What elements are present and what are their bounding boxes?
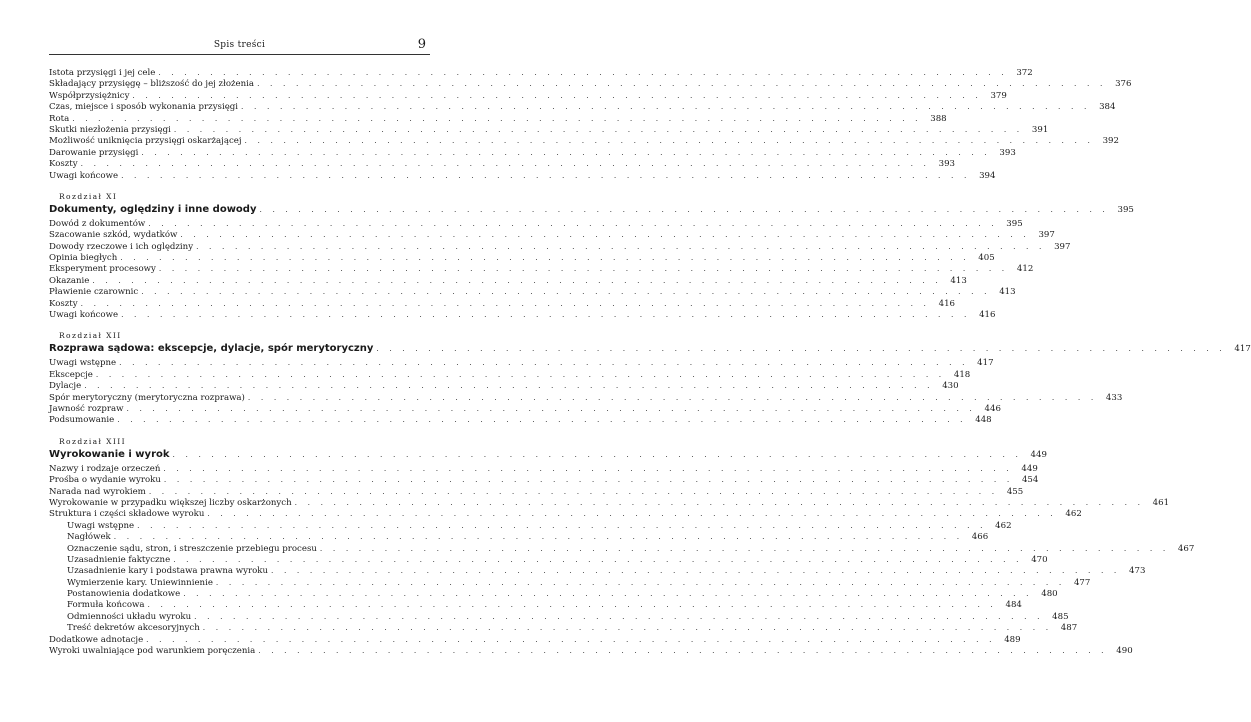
toc-subentry-text: Nagłówek (67, 532, 111, 543)
chapter-title (49, 447, 1047, 462)
toc-subentry-text: Uwagi wstępne (67, 520, 135, 531)
toc-entry-text: Istota przysięgi i jej cele (49, 68, 156, 78)
toc-entry-page: 405 (978, 253, 995, 264)
toc-entry-text: Dodatkowe adnotacje (49, 634, 144, 645)
chapter-title (49, 341, 1251, 356)
dot-leader: . . . . . . . . . . . . . . . . . . . . . . . . . . . . . . . . . . . . . . . . . . . . . . . . . . . . . . . . . . . . . . . . . . (294, 497, 1145, 507)
toc-entry-text: Opinia biegłych (49, 253, 118, 264)
dot-leader: . . . . . . . . . . . . . . . . . . . . . . . . . . . . . . . . . . . . . . . . . . . . . . . . . . . . . . . . . . . . . . . . . . (202, 623, 1053, 633)
toc-subentry-page: 466 (971, 532, 989, 543)
toc-entry-page: 446 (984, 403, 1001, 414)
toc-subentry (49, 543, 1195, 554)
toc-entry-page: 376 (1115, 79, 1132, 90)
dot-leader: . . . . . . . . . . . . . . . . . . . . . . . . . . . . . . . . . . . . . . . . . . . . . . . . . . . . . . . . . . . . . . . . . . (141, 287, 991, 297)
chapter-label: Rozdział XIII (59, 436, 126, 446)
toc-entry-page: 461 (1152, 497, 1170, 508)
toc-entry-page: 430 (942, 381, 959, 392)
toc-entry-text: Narada nad wyrokiem (49, 486, 146, 497)
toc-subentry-text: Treść dekretów akcesoryjnych (67, 623, 200, 634)
toc-entry-page: 379 (990, 90, 1007, 101)
dot-leader: . . . . . . . . . . . . . . . . . . . . . . . . . . . . . . . . . . . . . . . . . . . . . . . . . . . . . . . . . . . . . . . . . . (84, 381, 934, 391)
dot-leader: . . . . . . . . . . . . . . . . . . . . . . . . . . . . . . . . . . . . . . . . . . . . . . . . . . . . . . . . . . . . . . . . . . (376, 344, 1226, 354)
toc-subentry (49, 565, 1146, 577)
running-header (49, 37, 430, 55)
dot-leader: . . . . . . . . . . . . . . . . . . . . . . . . . . . . . . . . . . . . . . . . . . . . . . . . . . . . . . . . . . . . . . . . . . (95, 369, 946, 379)
toc-entry (49, 67, 1033, 78)
toc-subentry-page: 477 (1073, 577, 1091, 588)
toc-entry-text: Okazanie (49, 275, 90, 286)
dot-leader: . . . . . . . . . . . . . . . . . . . . . . . . . . . . . . . . . . . . . . . . . . . . . . . . . . . . . . . . . . . . . . . . . . (117, 415, 967, 425)
toc-entry-page: 413 (950, 275, 967, 286)
toc-entry (49, 218, 1023, 229)
dot-leader: . . . . . . . . . . . . . . . . . . . . . . . . . . . . . . . . . . . . . . . . . . . . . . . . . . . . . . . . . . . . . . . . . . (319, 543, 1170, 553)
toc-subentry-page: 487 (1060, 623, 1078, 634)
toc-entry (49, 298, 956, 309)
toc-entry (49, 645, 1133, 657)
dot-leader: . . . . . . . . . . . . . . . . . . . . . . . . . . . . . . . . . . . . . . . . . . . . . . . . . . . . . . . . . . . . . . . . . . (194, 611, 1044, 621)
chapter-title-page: 417 (1234, 344, 1251, 355)
toc-entry (49, 241, 1071, 252)
dot-leader: . . . . . . . . . . . . . . . . . . . . . . . . . . . . . . . . . . . . . . . . . . . . . . . . . . . . . . . . . . . . . . . . . . (119, 358, 969, 368)
dot-leader: . . . . . . . . . . . . . . . . . . . . . . . . . . . . . . . . . . . . . . . . . . . . . . . . . . . . . . . . . . . . . . . . . . (241, 102, 1091, 112)
toc-entry (49, 78, 1132, 90)
dot-leader: . . . . . . . . . . . . . . . . . . . . . . . . . . . . . . . . . . . . . . . . . . . . . . . . . . . . . . . . . . . . . . . . . . (148, 218, 998, 228)
dot-leader: . . . . . . . . . . . . . . . . . . . . . . . . . . . . . . . . . . . . . . . . . . . . . . . . . . . . . . . . . . . . . . . . . . (147, 600, 997, 610)
toc-entry (49, 463, 1038, 474)
chapter-title-page: 449 (1030, 449, 1047, 460)
toc-entry (49, 170, 996, 181)
toc-entry (49, 275, 967, 286)
dot-leader: . . . . . . . . . . . . . . . . . . . . . . . . . . . . . . . . . . . . . . . . . . . . . . . . . . . . . . . . . . . . . . . . . . (172, 449, 1022, 459)
toc-entry-page: 412 (1016, 264, 1034, 275)
toc-entry-text: Podsumowanie (49, 415, 115, 426)
dot-leader: . . . . . . . . . . . . . . . . . . . . . . . . . . . . . . . . . . . . . . . . . . . . . . . . . . . . . . . . . . . . . . . . . . (163, 463, 1013, 473)
toc-entry (49, 147, 1016, 158)
dot-leader: . . . . . . . . . . . . . . . . . . . . . . . . . . . . . . . . . . . . . . . . . . . . . . . . . . . . . . . . . . . . . . . . . . (183, 589, 1033, 599)
toc-subentry-page: 484 (1005, 600, 1022, 611)
table-of-contents (49, 67, 1251, 657)
toc-subentry (49, 611, 1069, 622)
dot-leader: . . . . . . . . . . . . . . . . . . . . . . . . . . . . . . . . . . . . . . . . . . . . . . . . . . . . . . . . . . . . . . . . . . (148, 486, 999, 496)
toc-entry-text: Dylacje (49, 381, 82, 392)
toc-entry (49, 309, 996, 321)
toc-subentry-page: 467 (1177, 543, 1195, 554)
dot-leader: . . . . . . . . . . . . . . . . . . . . . . . . . . . . . . . . . . . . . . . . . . . . . . . . . . . . . . . . . . . . . . . . . . (80, 298, 931, 308)
toc-entry (49, 124, 1049, 135)
toc-subentry-page: 473 (1129, 566, 1146, 577)
toc-entry-page: 489 (1004, 634, 1021, 645)
dot-leader: . . . . . . . . . . . . . . . . . . . . . . . . . . . . . . . . . . . . . . . . . . . . . . . . . . . . . . . . . . . . . . . . . . (121, 310, 971, 320)
chapter-title-text: Rozprawa sądowa: ekscepcje, dylacje, spór merytoryczny (49, 343, 374, 355)
toc-entry (49, 497, 1170, 508)
page-number: 9 (417, 37, 426, 52)
toc-entry-page: 372 (1016, 68, 1033, 78)
toc-entry-text: Uwagi końcowe (49, 310, 119, 321)
toc-entry-text: Szacowanie szkód, wydatków (49, 230, 178, 241)
toc-entry (49, 403, 1001, 414)
toc-subentry-text: Uzasadnienie faktyczne (67, 554, 171, 565)
toc-entry-text: Darowanie przysięgi (49, 147, 139, 158)
toc-entry-page: 418 (953, 369, 971, 380)
dot-leader: . . . . . . . . . . . . . . . . . . . . . . . . . . . . . . . . . . . . . . . . . . . . . . . . . . . . . . . . . . . . . . . . . . (247, 392, 1098, 402)
toc-subentry-text: Oznaczenie sądu, stron, i streszczenie przebiegu procesu (67, 543, 317, 554)
toc-entry-page: 449 (1021, 463, 1038, 474)
toc-entry (49, 286, 1016, 298)
dot-leader: . . . . . . . . . . . . . . . . . . . . . . . . . . . . . . . . . . . . . . . . . . . . . . . . . . . . . . . . . . . . . . . . . . (121, 170, 971, 180)
toc-entry (49, 229, 1055, 241)
toc-subentry-text: Odmienności układu wyroku (67, 611, 192, 622)
toc-entry-text: Jawność rozpraw (49, 403, 124, 414)
toc-entry (49, 90, 1007, 101)
toc-entry-page: 417 (977, 358, 994, 369)
toc-subentry (49, 520, 1012, 531)
toc-entry-page: 393 (938, 159, 956, 170)
dot-leader: . . . . . . . . . . . . . . . . . . . . . . . . . . . . . . . . . . . . . . . . . . . . . . . . . . . . . . . . . . . . . . . . . . (180, 230, 1030, 240)
dot-leader: . . . . . . . . . . . . . . . . . . . . . . . . . . . . . . . . . . . . . . . . . . . . . . . . . . . . . . . . . . . . . . . . . . (196, 241, 1046, 251)
dot-leader: . . . . . . . . . . . . . . . . . . . . . . . . . . . . . . . . . . . . . . . . . . . . . . . . . . . . . . . . . . . . . . . . . . (92, 275, 942, 285)
toc-entry-page: 413 (999, 287, 1016, 298)
toc-entry-text: Dowody rzeczowe i ich oględziny (49, 241, 194, 252)
dot-leader: . . . . . . . . . . . . . . . . . . . . . . . . . . . . . . . . . . . . . . . . . . . . . . . . . . . . . . . . . . . . . . . . . . (257, 79, 1107, 89)
toc-subentry (49, 588, 1058, 600)
toc-entry-page: 448 (975, 415, 992, 426)
dot-leader: . . . . . . . . . . . . . . . . . . . . . . . . . . . . . . . . . . . . . . . . . . . . . . . . . . . . . . . . . . . . . . . . . . (207, 509, 1057, 519)
dot-leader: . . . . . . . . . . . . . . . . . . . . . . . . . . . . . . . . . . . . . . . . . . . . . . . . . . . . . . . . . . . . . . . . . . (80, 159, 931, 169)
toc-subentry-text: Uzasadnienie kary i podstawa prawna wyroku (67, 566, 268, 577)
dot-leader: . . . . . . . . . . . . . . . . . . . . . . . . . . . . . . . . . . . . . . . . . . . . . . . . . . . . . . . . . . . . . . . . . . (173, 554, 1023, 564)
chapter-title-text: Dokumenty, oględziny i inne dowody (49, 203, 257, 215)
toc-entry (49, 252, 995, 264)
toc-entry-text: Dowód z dokumentów (49, 218, 146, 229)
toc-entry (49, 474, 1039, 486)
toc-entry (49, 263, 1034, 275)
dot-leader: . . . . . . . . . . . . . . . . . . . . . . . . . . . . . . . . . . . . . . . . . . . . . . . . . . . . . . . . . . . . . . . . . . (120, 253, 970, 263)
toc-entry (49, 486, 1024, 497)
dot-leader: . . . . . . . . . . . . . . . . . . . . . . . . . . . . . . . . . . . . . . . . . . . . . . . . . . . . . . . . . . . . . . . . . . (137, 520, 987, 530)
dot-leader: . . . . . . . . . . . . . . . . . . . . . . . . . . . . . . . . . . . . . . . . . . . . . . . . . . . . . . . . . . . . . . . . . . (244, 136, 1094, 146)
toc-entry-page: 393 (999, 147, 1016, 158)
toc-entry-page: 433 (1105, 392, 1123, 403)
toc-entry-page: 395 (1006, 218, 1023, 229)
toc-entry-text: Ekscepcje (49, 369, 93, 380)
dot-leader: . . . . . . . . . . . . . . . . . . . . . . . . . . . . . . . . . . . . . . . . . . . . . . . . . . . . . . . . . . . . . . . . . . (72, 113, 922, 123)
toc-entry-text: Pławienie czarownic (49, 287, 139, 298)
dot-leader: . . . . . . . . . . . . . . . . . . . . . . . . . . . . . . . . . . . . . . . . . . . . . . . . . . . . . . . . . . . . . . . . . . (215, 577, 1066, 587)
toc-entry-page: 455 (1006, 486, 1024, 497)
toc-entry-text: Składający przysięgę – bliższość do jej złożenia (49, 79, 255, 90)
toc-subentry (49, 622, 1078, 634)
chapter-title-page: 395 (1117, 204, 1134, 215)
toc-entry (49, 113, 947, 124)
dot-leader: . . . . . . . . . . . . . . . . . . . . . . . . . . . . . . . . . . . . . . . . . . . . . . . . . . . . . . . . . . . . . . . . . . (132, 90, 982, 100)
chapter-label: Rozdział XI (59, 191, 118, 201)
chapter-title-text: Wyrokowanie i wyrok (49, 448, 170, 460)
chapter-title (49, 202, 1134, 217)
toc-entry-page: 392 (1102, 136, 1119, 147)
toc-entry (49, 357, 994, 369)
toc-entry (49, 158, 956, 170)
dot-leader: . . . . . . . . . . . . . . . . . . . . . . . . . . . . . . . . . . . . . . . . . . . . . . . . . . . . . . . . . . . . . . . . . . (158, 68, 1008, 77)
toc-entry-page: 397 (1054, 241, 1071, 252)
dot-leader: . . . . . . . . . . . . . . . . . . . . . . . . . . . . . . . . . . . . . . . . . . . . . . . . . . . . . . . . . . . . . . . . . . (141, 147, 991, 157)
toc-entry (49, 380, 959, 392)
toc-subentry-text: Postanowienia dodatkowe (67, 589, 181, 600)
toc-entry-text: Wyroki uwalniające pod warunkiem poręczenia (49, 646, 256, 657)
dot-leader: . . . . . . . . . . . . . . . . . . . . . . . . . . . . . . . . . . . . . . . . . . . . . . . . . . . . . . . . . . . . . . . . . . (126, 403, 976, 413)
toc-entry-text: Czas, miejsce i sposób wykonania przysięgi (49, 102, 239, 113)
toc-entry (49, 101, 1116, 113)
toc-entry-page: 454 (1021, 475, 1039, 486)
toc-entry-page: 384 (1099, 102, 1116, 113)
toc-entry (49, 634, 1021, 645)
toc-subentry-page: 480 (1041, 589, 1058, 600)
toc-entry-text: Eksperyment procesowy (49, 264, 156, 275)
toc-entry-text: Skutki niezłożenia przysięgi (49, 124, 171, 135)
header-title: Spis treści (213, 40, 266, 50)
dot-leader: . . . . . . . . . . . . . . . . . . . . . . . . . . . . . . . . . . . . . . . . . . . . . . . . . . . . . . . . . . . . . . . . . . (113, 532, 964, 542)
dot-leader: . . . . . . . . . . . . . . . . . . . . . . . . . . . . . . . . . . . . . . . . . . . . . . . . . . . . . . . . . . . . . . . . . . (271, 566, 1121, 576)
toc-entry-text: Spór merytoryczny (merytoryczna rozprawa) (49, 392, 245, 403)
toc-subentry-text: Formuła końcowa (67, 600, 145, 611)
toc-entry-text: Nazwy i rodzaje orzeczeń (49, 463, 161, 474)
toc-entry-text: Koszty (49, 159, 78, 170)
toc-subentry-page: 462 (995, 520, 1012, 531)
dot-leader: . . . . . . . . . . . . . . . . . . . . . . . . . . . . . . . . . . . . . . . . . . . . . . . . . . . . . . . . . . . . . . . . . . (158, 264, 1009, 274)
toc-entry (49, 369, 971, 380)
toc-entry-page: 490 (1116, 646, 1133, 657)
toc-entry-text: Uwagi wstępne (49, 358, 117, 369)
toc-entry-text: Rota (49, 113, 70, 124)
toc-subentry (49, 599, 1022, 611)
toc-subentry-page: 470 (1031, 554, 1048, 565)
toc-entry-text: Wyrokowanie w przypadku większej liczby oskarżonych (49, 497, 292, 508)
toc-entry-page: 416 (979, 310, 996, 321)
toc-entry-text: Koszty (49, 298, 78, 309)
toc-entry-text: Prośba o wydanie wyroku (49, 475, 161, 486)
dot-leader: . . . . . . . . . . . . . . . . . . . . . . . . . . . . . . . . . . . . . . . . . . . . . . . . . . . . . . . . . . . . . . . . . . (173, 124, 1024, 134)
dot-leader: . . . . . . . . . . . . . . . . . . . . . . . . . . . . . . . . . . . . . . . . . . . . . . . . . . . . . . . . . . . . . . . . . . (163, 475, 1014, 485)
toc-entry-page: 388 (930, 113, 947, 124)
dot-leader: . . . . . . . . . . . . . . . . . . . . . . . . . . . . . . . . . . . . . . . . . . . . . . . . . . . . . . . . . . . . . . . . . . (259, 204, 1109, 214)
toc-entry (49, 414, 992, 426)
toc-subentry (49, 577, 1091, 588)
toc-entry-text: Współprzysiężnicy (49, 90, 130, 101)
toc-subentry (49, 531, 989, 543)
toc-entry-text: Możliwość uniknięcia przysięgi oskarżającej (49, 136, 242, 147)
toc-entry (49, 508, 1082, 520)
toc-entry-text: Uwagi końcowe (49, 170, 119, 181)
chapter-label: Rozdział XII (59, 331, 122, 341)
toc-entry (49, 135, 1119, 147)
toc-entry (49, 392, 1123, 403)
toc-entry-text: Struktura i części składowe wyroku (49, 509, 205, 520)
toc-entry-page: 462 (1065, 509, 1082, 520)
toc-entry-page: 394 (979, 170, 996, 181)
toc-entry-page: 397 (1038, 230, 1055, 241)
toc-subentry-text: Wymierzenie kary. Uniewinnienie (67, 577, 213, 588)
toc-subentry (49, 554, 1048, 565)
toc-entry-page: 391 (1031, 124, 1049, 135)
toc-entry-page: 416 (938, 298, 956, 309)
toc-subentry-page: 485 (1052, 611, 1069, 622)
dot-leader: . . . . . . . . . . . . . . . . . . . . . . . . . . . . . . . . . . . . . . . . . . . . . . . . . . . . . . . . . . . . . . . . . . (146, 634, 996, 644)
dot-leader: . . . . . . . . . . . . . . . . . . . . . . . . . . . . . . . . . . . . . . . . . . . . . . . . . . . . . . . . . . . . . . . . . . (258, 646, 1108, 656)
